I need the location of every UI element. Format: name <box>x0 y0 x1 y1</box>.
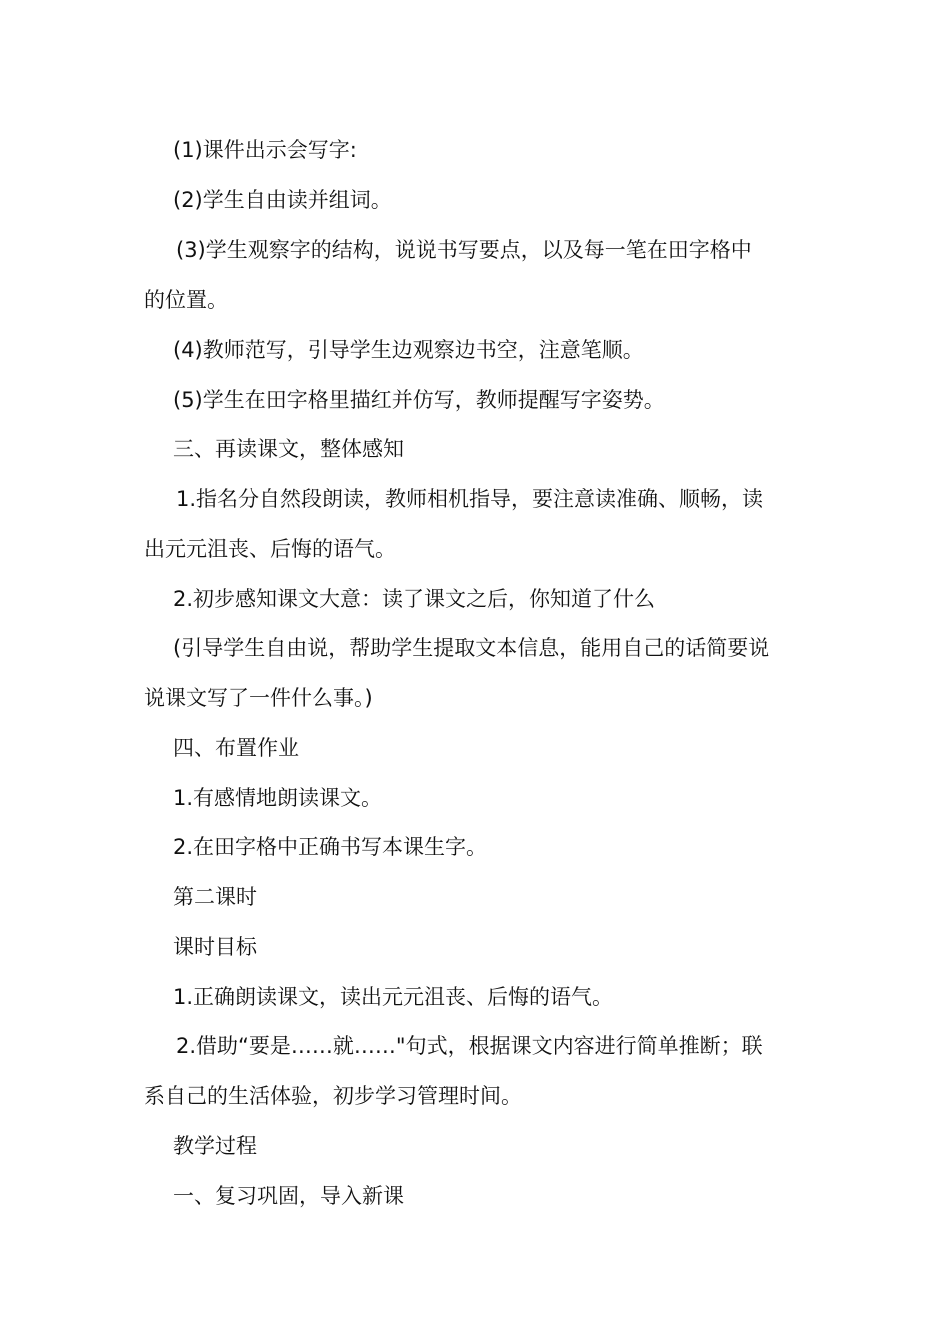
text-line: (2)学生自由读并组词。 <box>173 188 392 212</box>
text-line: 2.借助“要是……就……"句式，根据课文内容进行简单推断；联 <box>176 1034 763 1058</box>
text-line: 2.初步感知课文大意：读了课文之后，你知道了什么 <box>173 587 656 611</box>
text-line: 1.指名分自然段朗读，教师相机指导，要注意读准确、顺畅，读 <box>176 487 764 511</box>
text-line: (4)教师范写，引导学生边观察边书空，注意笔顺。 <box>173 338 644 362</box>
section-heading: 课时目标 <box>173 935 257 959</box>
text-line: 1.正确朗读课文，读出元元沮丧、后悔的语气。 <box>173 985 614 1009</box>
text-line: (5)学生在田字格里描红并仿写，教师提醒写字姿势。 <box>173 388 665 412</box>
text-line: 1.有感情地朗读课文。 <box>173 786 383 810</box>
text-line: (3)学生观察字的结构，说说书写要点，以及每一笔在田字格中 <box>176 238 752 262</box>
text-line: 说课文写了一件什么事。) <box>144 686 373 710</box>
section-heading: 第二课时 <box>173 885 257 909</box>
section-heading: 四、布置作业 <box>173 736 299 760</box>
text-line: 出元元沮丧、后悔的语气。 <box>144 537 396 561</box>
section-heading: 三、再读课文，整体感知 <box>173 437 404 461</box>
section-heading: 教学过程 <box>173 1134 257 1158</box>
text-line: 系自己的生活体验，初步学习管理时间。 <box>144 1084 522 1108</box>
text-line: 2.在田字格中正确书写本课生字。 <box>173 835 488 859</box>
text-line: 的位置。 <box>144 288 228 312</box>
text-line: (引导学生自由说，帮助学生提取文本信息，能用自己的话简要说 <box>173 636 770 660</box>
section-heading: 一、复习巩固，导入新课 <box>173 1184 404 1208</box>
text-line: (1)课件出示会写字: <box>173 138 357 162</box>
